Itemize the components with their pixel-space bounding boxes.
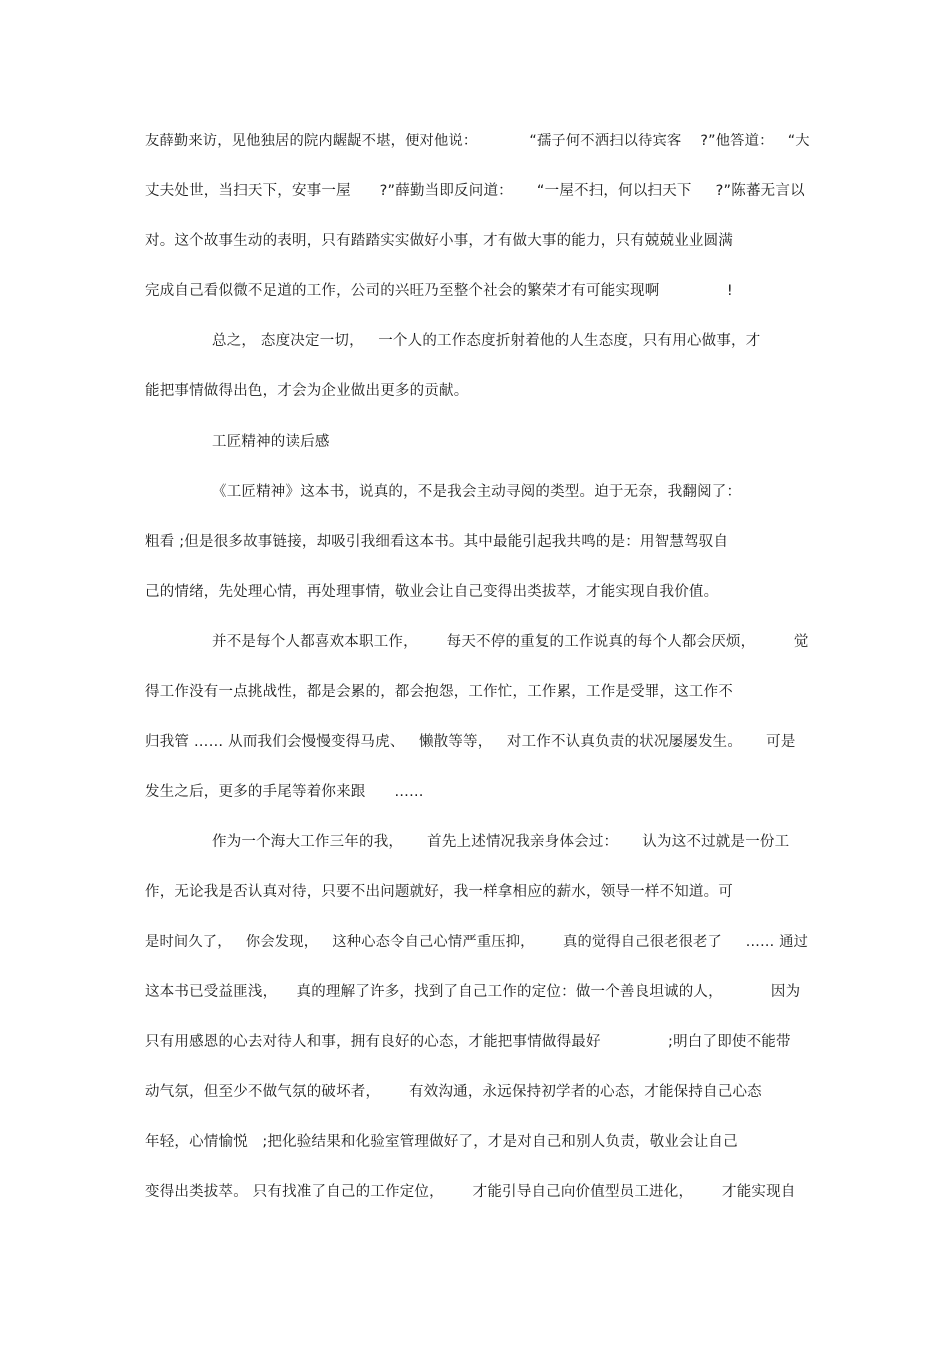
text-line: 完成自己看似微不足道的工作，公司的兴旺乃至整个社会的繁荣才有可能实现啊 ! xyxy=(145,283,733,299)
paragraph-first-line: 总之， 态度决定一切， 一个人的工作态度折射着他的人生态度，只有用心做事，才 xyxy=(212,333,761,349)
text-line: 变得出类拔萃。 只有找准了自己的工作定位， 才能引导自己向价值型员工进化， 才能实现自 xyxy=(145,1184,796,1200)
text-line: 友薛勤来访，见他独居的院内龌龊不堪，便对他说： “孺子何不洒扫以待宾客 ?”他答道： “大 xyxy=(145,133,810,149)
text-line: 只有用感恩的心去对待人和事，拥有良好的心态，才能把事情做得最好 ;明白了即使不能带 xyxy=(145,1034,791,1050)
text-line: 得工作没有一点挑战性，都是会累的，都会抱怨，工作忙，工作累，工作是受罪，这工作不 xyxy=(145,684,733,700)
text-line: 己的情绪，先处理心情，再处理事情，敬业会让自己变得出类拔萃，才能实现自我价值。 xyxy=(145,584,719,600)
text-line: 对。这个故事生动的表明，只有踏踏实实做好小事，才有做大事的能力，只有兢兢业业圆满 xyxy=(145,233,733,249)
text-line: 是时间久了， 你会发现， 这种心态令自己心情严重压抑， 真的觉得自己很老很老了 …… 通过 xyxy=(145,934,809,950)
paragraph-first-line: 并不是每个人都喜欢本职工作， 每天不停的重复的工作说真的每个人都会厌烦， 觉 xyxy=(212,634,809,650)
text-line: 年轻，心情愉悦 ;把化验结果和化验室管理做好了，才是对自己和别人负责，敬业会让自己 xyxy=(145,1134,738,1150)
text-line: 这本书已受益匪浅， 真的理解了许多，找到了自己工作的定位：做一个善良坦诚的人， 因为 xyxy=(145,984,801,1000)
text-line: 作，无论我是否认真对待，只要不出问题就好，我一样拿相应的薪水，领导一样不知道。可 xyxy=(145,884,733,900)
text-line: 归我管 …… 从而我们会慢慢变得马虎、 懒散等等， 对工作不认真负责的状况屡屡发生。 可是 xyxy=(145,734,796,750)
text-line: 粗看 ;但是很多故事链接，却吸引我细看这本书。其中最能引起我共鸣的是：用智慧驾驭自 xyxy=(145,534,729,550)
text-line: 动气氛，但至少不做气氛的破坏者， 有效沟通，永远保持初学者的心态，才能保持自己心态 xyxy=(145,1084,762,1100)
section-heading: 工匠精神的读后感 xyxy=(212,434,330,450)
text-line: 丈夫处世，当扫天下，安事一屋 ?”薛勤当即反问道： “一屋不扫，何以扫天下 ?”陈蕃无言以 xyxy=(145,183,805,199)
text-line: 发生之后，更多的手尾等着你来跟 …… xyxy=(145,784,424,800)
text-line: 能把事情做得出色，才会为企业做出更多的贡献。 xyxy=(145,383,469,399)
paragraph-first-line: 作为一个海大工作三年的我， 首先上述情况我亲身体会过： 认为这不过就是一份工 xyxy=(212,834,790,850)
paragraph-first-line: 《工匠精神》这本书，说真的，不是我会主动寻阅的类型。迫于无奈，我翻阅了： xyxy=(212,484,742,500)
